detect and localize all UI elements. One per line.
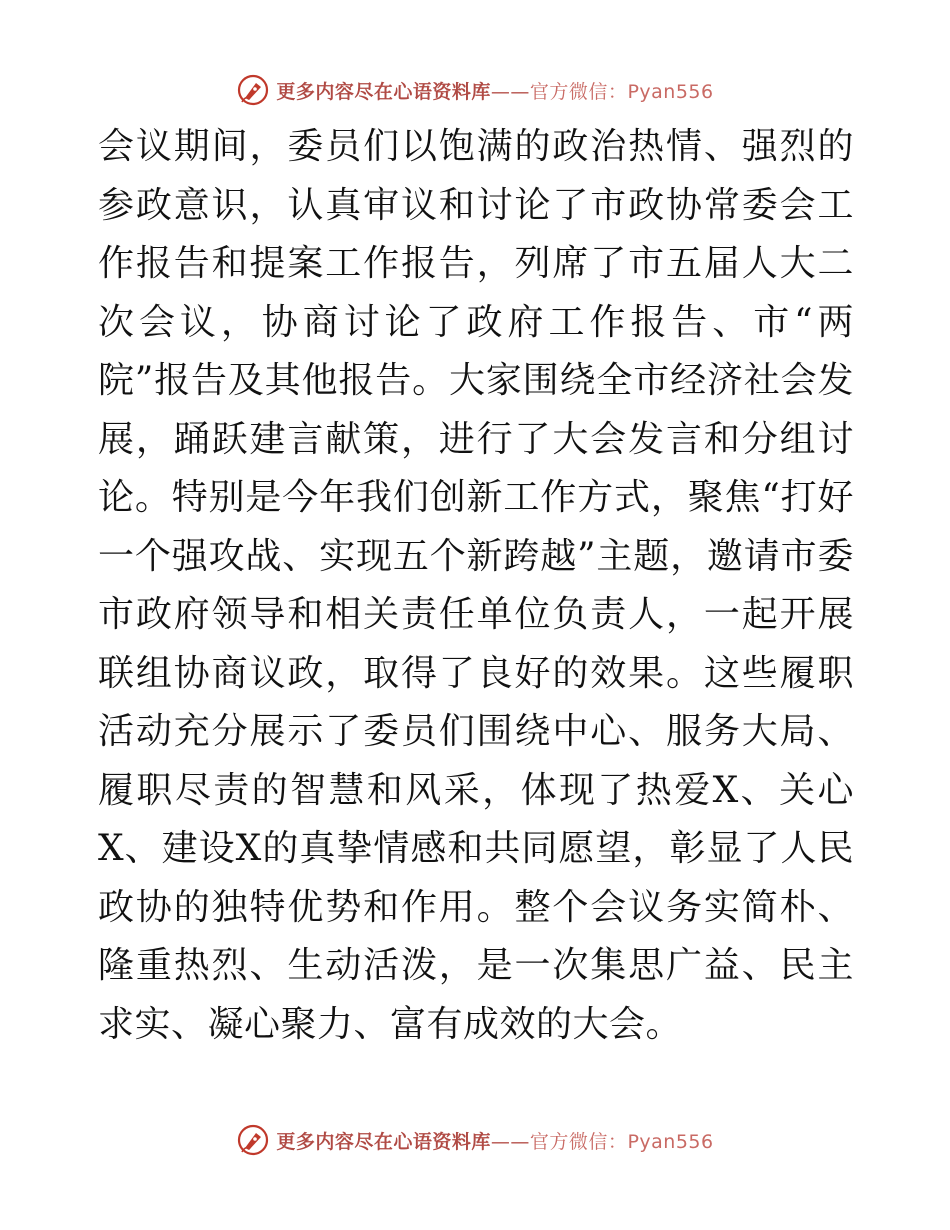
banner-wechat-label: 官方微信： <box>529 80 628 103</box>
body-paragraph: 会议期间，委员们以饱满的政治热情、强烈的参政意识，认真审议和讨论了市政协常委会工作报告和提案工作报告，列席了市五届人大二次会议，协商讨论了政府工作报告、市“两院”报告及其他报告。大家围绕全市经济社会发展，踊跃建言献策，进行了大会发言和分组讨论。特别是今年我们创新工作方式，聚焦“打好一个强攻战、实现五个新跨越”主题，邀请市委市政府领导和相关责任单位负责人，一起开展联组协商议政，取得了良好的效果。这些履职活动充分展示了委员们围绕中心、服务大局、履职尽责的智慧和风采，体现了热爱X、关心X、建设X的真挚情感和共同愿望，彰显了人民政协的独特优势和作用。整个会议务实简朴、隆重热烈、生动活泼，是一次集思广益、民主求实、凝心聚力、富有成效的大会。 <box>98 126 854 1045</box>
banner-text <box>276 1127 713 1154</box>
banner-brand: 更多内容尽在心语资料库 <box>276 1130 491 1153</box>
banner-separator: —— <box>490 80 530 103</box>
pen-nib-logo-icon <box>236 73 270 107</box>
banner-wechat-id: Pyan556 <box>627 80 714 103</box>
banner-wechat-label: 官方微信： <box>529 1130 628 1153</box>
banner-separator: —— <box>490 1130 530 1153</box>
pen-nib-logo-icon <box>236 1123 270 1157</box>
banner-wechat-id: Pyan556 <box>627 1130 714 1153</box>
banner-text <box>276 77 713 104</box>
footer-watermark-banner <box>0 1120 950 1160</box>
banner-brand: 更多内容尽在心语资料库 <box>276 80 491 103</box>
document-body <box>98 118 854 1054</box>
header-watermark-banner <box>0 70 950 110</box>
